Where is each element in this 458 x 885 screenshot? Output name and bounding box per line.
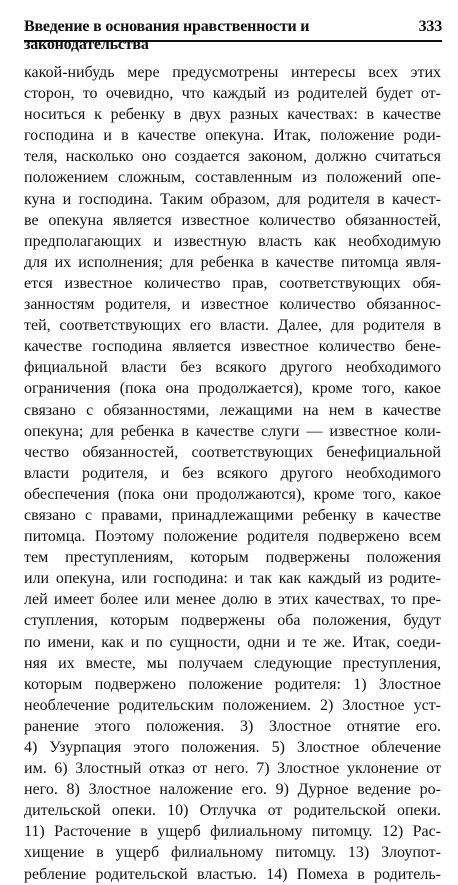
- text-line: ограничения (пока она продолжается), кроме того, какое: [24, 380, 441, 398]
- text-line: питомца. Поэтому положение родителя подвержено всем: [24, 528, 441, 546]
- text-line: для их исполнения; для ребенка в качестве питомца явля-: [24, 253, 441, 271]
- text-line: 4) Узурпация этого положения. 5) Злостное облечение: [24, 739, 441, 756]
- text-line: 11) Расточение в ущерб филиальному питомцу. 12) Рас-: [24, 823, 441, 841]
- text-line: тем преступлениям, которым подвержены положения: [24, 549, 441, 567]
- text-line: предполагающих и известную власть как необходимую: [24, 232, 441, 250]
- text-line: фициальной власти без всякого другого необходимого: [24, 359, 441, 377]
- text-line: лей имеет более или менее долю в этих качествах, то пре-: [24, 591, 441, 609]
- body-text: [24, 62, 441, 885]
- text-line: им. 6) Злостный отказ от него. 7) Злостное уклонение от: [24, 760, 441, 778]
- running-head: [24, 18, 442, 54]
- text-line: куна и господина. Таким образом, для родителя в качест-: [24, 190, 441, 208]
- text-line: связано с обязанностями, лежащими на нем в качестве: [24, 401, 441, 419]
- text-line: какой-нибудь мере предусмотрены интересы всех этих: [24, 64, 441, 81]
- text-line: него. 8) Злостное наложение его. 9) Дурное ведение ро-: [24, 781, 441, 799]
- text-line: необлечение родительским положением. 2) Злостное уст-: [24, 696, 441, 714]
- running-title: Введение в основания нравственности и законодательства: [24, 18, 310, 53]
- text-line: господина и в качестве опекуна. Итак, положение роди-: [24, 127, 441, 145]
- text-line: теля, насколько оно создается законом, должно считаться: [24, 148, 441, 166]
- text-line: которым подвержено положение родителя: 1) Злостное: [24, 675, 441, 693]
- text-line: дительской опеки. 10) Отлучка от родительской опеки.: [24, 802, 441, 820]
- text-line: власти родителя, и без всякого другого необходимого: [24, 464, 441, 482]
- text-line: связано с правами, принадлежащими ребенку в качестве: [24, 506, 441, 524]
- text-line: ступления, которым подвержены оба положения, будут: [24, 612, 441, 630]
- text-line: качестве господина является известное количество бене-: [24, 338, 441, 356]
- text-line: ребление родительской властью. 14) Помеха в родитель-: [24, 865, 441, 883]
- header-rule: [24, 40, 442, 42]
- text-line: положением сложным, составленным из положений опе-: [24, 169, 441, 187]
- text-line: няя их вместе, мы получаем следующие преступления,: [24, 654, 441, 672]
- page-number: 333: [418, 18, 442, 35]
- text-line: ется известное количество прав, соответствующих обя-: [24, 274, 441, 292]
- text-line: чество обязанностей, соответствующих бенефициальной: [24, 443, 441, 461]
- text-line: опекуна; для ребенка в качестве слуги — известное коли-: [24, 422, 441, 440]
- text-line: ранение этого положения. 3) Злостное отнятие его.: [24, 717, 441, 735]
- text-line: по имени, как и по сущности, одни и те же. Итак, соеди-: [24, 633, 441, 651]
- text-line: ве опекуна является известное количество обязанностей,: [24, 211, 441, 229]
- text-line: сторон, то очевидно, что каждый из родителей будет от-: [24, 85, 441, 103]
- text-line: хищение в ущерб филиальному питомцу. 13) Злоупот-: [24, 844, 441, 862]
- text-line: носиться к ребенку в двух разных качествах: в качестве: [24, 106, 441, 124]
- text-line: занностям родителя, и известное количество обязаннос-: [24, 296, 441, 314]
- text-line: или опекуна, или господина: и так как каждый из родите-: [24, 570, 441, 588]
- text-line: обеспечения (пока они продолжаются), кроме того, какое: [24, 485, 441, 503]
- text-line: тей, соответствующих его власти. Далее, для родителя в: [24, 317, 441, 335]
